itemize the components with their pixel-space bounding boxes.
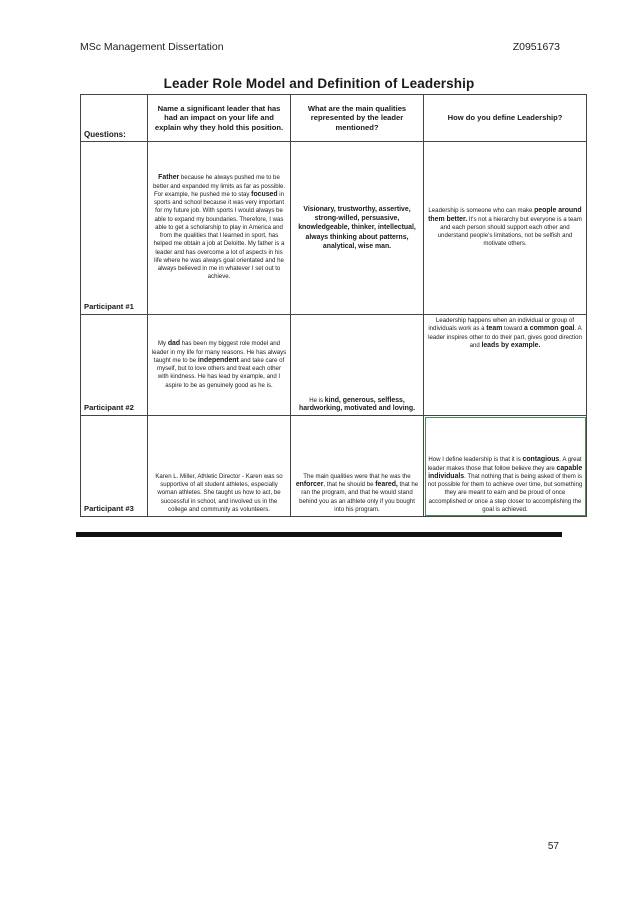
definition-text: . That nothing that is being asked of them is not possible for them to achieve over time, but something they are meant to earn and be proud of once accomplished or once a step closer to accomplishing the goal is achieved. xyxy=(427,472,583,513)
qualities-cell xyxy=(291,315,424,416)
leadership-table-figure xyxy=(76,74,583,540)
definition-emphasis: a common goal xyxy=(524,325,575,333)
leader-text: in sports and school because it was very important for my future job. With sports I would always be able to expand my boundaries. Therefore, I was able to get a scholarship to play in America and from the qualities that I learned in sport, has helped me obtain a job at Deloitte. My father is a leader and has overcome a lot of aspects in his life where he was always goal orientated and he always believed in me in whatever I set out to achieve. xyxy=(153,190,285,281)
participant-label: Participant #1 xyxy=(81,142,148,315)
definition-emphasis: capable individuals xyxy=(428,464,583,480)
leader-text: and take care of myself, but to love others and treat each other with kindness. He has lead by example, and I aspire to be as genuinely good as he is. xyxy=(157,356,285,389)
col-header-leader: Name a significant leader that has had an impact on your life and explain why they hold this position. xyxy=(148,95,291,142)
qualities-text: The main qualities were that he was the xyxy=(303,472,411,480)
qualities-text: , that he should be xyxy=(323,481,376,488)
page-number: 57 xyxy=(547,841,559,852)
qualities-emphasis: enforcer xyxy=(295,481,324,488)
definition-text: How I define leadership is that it is xyxy=(428,456,523,464)
definition-emphasis: leads by example. xyxy=(481,341,541,349)
leader-text: has been my biggest role model and leader in my life for many reasons. He has always taught me to be xyxy=(151,340,287,364)
definition-emphasis: people around them better. xyxy=(428,207,582,223)
figure-title: Leader Role Model and Definition of Leadership xyxy=(163,76,475,91)
definition-cell xyxy=(424,315,587,416)
table-row xyxy=(81,416,587,517)
table-bottom-rule xyxy=(76,532,562,537)
table-header-row xyxy=(81,95,587,142)
definition-text: . A great leader makes those that follow believe they are xyxy=(427,456,582,472)
qualities-text: He is xyxy=(309,396,325,404)
leader-emphasis: independent xyxy=(197,356,239,364)
leader-cell: Karen L. Miller, Athletic Director - Karen was so supportive of all student athletes, especially woman athletes. She taught us how to act, be successful in school, and involved us in the college and community as volunteers. xyxy=(148,416,291,517)
questions-label: Questions: xyxy=(81,95,148,142)
leader-name: Father xyxy=(158,174,180,182)
definition-cell xyxy=(424,142,587,315)
participant-label: Participant #2 xyxy=(81,315,148,416)
qualities-cell: Visionary, trustworthy, assertive, strong-willed, persuasive, knowledgeable, thinker, intellectual, always thinking about patterns, analytical, wise man. xyxy=(291,142,424,315)
definition-text: toward xyxy=(502,325,525,333)
definition-emphasis: contagious xyxy=(522,456,560,464)
definition-text: Leadership is someone who can make xyxy=(428,207,535,215)
qualities-cell xyxy=(291,416,424,517)
definition-text: It's not a hierarchy but everyone is a team and each person should support each other and understand people's limitations, not be selfish and motivate others. xyxy=(437,215,582,248)
participant-label: Participant #3 xyxy=(81,416,148,517)
running-header-title: MSc Management Dissertation xyxy=(80,41,224,53)
leader-cell xyxy=(148,315,291,416)
definition-text: . A leader inspires other to do their part, gives good direction and xyxy=(428,325,582,349)
leader-name: dad xyxy=(167,340,181,348)
table-row xyxy=(81,315,587,416)
leader-emphasis: focused xyxy=(251,190,278,198)
definition-cell xyxy=(424,416,587,517)
leader-text: My xyxy=(157,340,168,348)
leadership-table xyxy=(80,94,587,517)
leader-text: because he always pushed me to be better and expanded my limits as far as possible. For example, he pushed me to stay xyxy=(152,174,286,198)
qualities-text: that he ran the program, and that he would stand behind you as an athlete only if you bought into his program. xyxy=(299,481,419,513)
leader-cell xyxy=(148,142,291,315)
col-header-qualities: What are the main qualities represented by the leader mentioned? xyxy=(291,95,424,142)
col-header-definition: How do you define Leadership? xyxy=(424,95,587,142)
running-header-id: Z0951673 xyxy=(512,41,560,53)
qualities-emphasis: feared, xyxy=(375,481,398,488)
definition-text: Leadership happens when an individual or group of individuals work as a xyxy=(428,317,575,333)
qualities-emphasis: kind, generous, selfless, hardworking, motivated and loving. xyxy=(298,396,415,412)
definition-emphasis: team xyxy=(486,325,503,333)
table-row xyxy=(81,142,587,315)
